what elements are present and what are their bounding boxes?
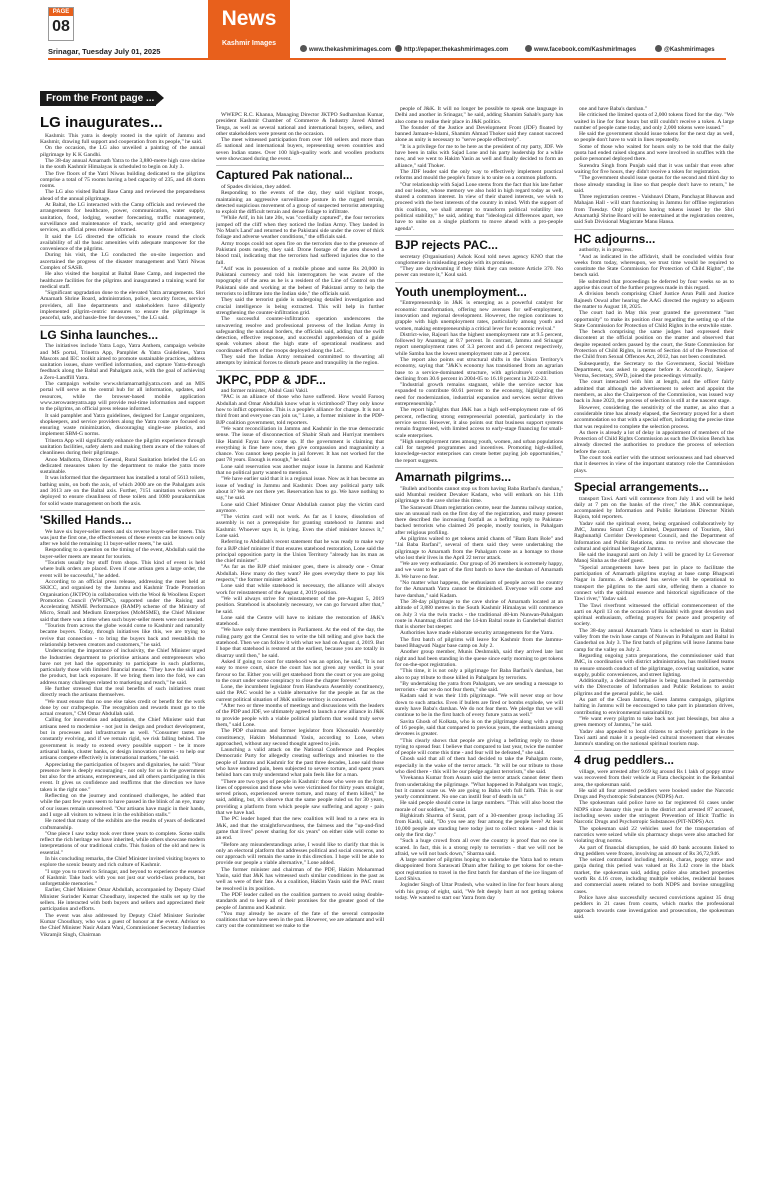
headline-skilled-hands: 'Skilled Hands... [40,512,132,527]
article-paragraph: As there is already a lot of delay in appointment of members of the Protection of Child Rights Commission as such the Division Bench has already directed the authorities to produce the process of selection before the court. [574,429,734,455]
article-paragraph: As pilgrims waited to get tokens amid chants of "Bam Bam Bole" and "Jai Baba Barfani", several of them said they were undertaking the pilgrimage to Amarnath from the Pahalgam route as a homage to those who lost their lives in the April 22 terror attack. [395,536,563,561]
article-paragraph: As part of the Clean Jammu, Green Jammu campaign, pilgrims halting in Jammu will be encouraged to take part in plantation drives, contributing to environmental sustainability. [574,697,734,716]
divider [395,235,563,236]
headline-lg-sinha: LG Sinha launches... [40,327,159,342]
article-paragraph: "Arif was in possession of a mobile phone and some Rs 20,000 in Pakistani currency and told his interrogators he was aware of the topography of the area as he is a resident of the Line of Control on the Pakistani side and working at the behest of Pakistani army to help the terrorists to infiltrate into the Indian side," the officials said. [216,265,384,298]
masthead [0,0,770,70]
header-rule [48,58,726,60]
article-paragraph: "While Arif, in his late 20s, was "cordially captured", the four terrorists jumped off the cliff when they noticed the Indian Army. They landed in 'No Man's Land' and returned to the Pakistani side under the cover of thick foliage and adverse weather conditions," the officials said. [216,215,384,241]
article-paragraph: "We want reconciliation in Jammu and Kashmir in the true democratic sense. The issue of disconnection of Shabir Shah and Hurriyat members like Hamid Fayaz have come up. If the government is claiming that everything is fine here now, then give compassion and magnanimity a chance. You cannot keep people in jail forever. It has not worked for the past 78 years. Enough is enough," he said. [216,425,384,464]
article-paragraph: The PDF leader called on the coalition partners to avoid using double-standards and to keep all of their promises for the greater good of the people of Jammu and Kashmir. [216,891,384,911]
article-paragraph: It was informed that the department has installed a total of 5613 toilets, bathing units, on both the axis, of which 2000 are on the Pahalgam axis and 3613 are on the Baltal axis. Further, 7151 sanitation workers are deployed to ensure cleanliness of these toilets and 1080 pourakarmikas for solid waste management on both the axis. [40,475,205,507]
divider [40,510,205,511]
column-1 [40,112,205,1172]
article-paragraph: District-wise, Rajouri has the highest unemployment rate at 9.5 percent, followed by Anantnag at 8.7 percent. In contrast, Jammu and Srinagar report unemployment rates of 3.3 percent and 4.6 percent respectively, while Samba has the lowest unemployment rate at 2 percent. [395,331,563,357]
section-label: From the Front page ... [40,91,156,106]
divider [40,325,205,326]
article-paragraph: "The government should issue quotas for the second and third day to those already standing in line so that people don't have to return," he said. [574,175,734,194]
article-paragraph: He said the government should issue tokens for the next day as well, so people don't have to wait in lines repeatedly. [574,131,734,144]
article-paragraph: He submitted that proceedings be deferred by four weeks so as to apprise this court of the further progress made in this regard. [574,278,734,292]
brand-name: News [221,7,277,30]
facebook-link[interactable]: www.facebook.com/KashmirImages [525,45,636,53]
article-paragraph: "There are two types of people in Kashmir: those who were on the front lines of oppression and those who were victimised for thirty years straight, served prison, experienced severe torture, and many of them killed," he said, adding, but, it's observe that the same people ruled us for 30 years, providing a platform from which people saw suffering and agony - pain that we have had. [216,778,384,817]
article-paragraph: Savita Ghosh of Kolkata, who is on the pilgrimage along with a group of 16 people, said that compared to previous years, the enthusiasm among devotees is greater. [395,718,563,738]
article-paragraph: "We must ensure that no one else takes credit or benefit for the work done by our craftspeople. The recognition and rewards must go to the actual creators," CM Omar Abdullah said. [40,698,205,718]
article-paragraph: "You may already be aware of the fate of the several composite coalitions that we have seen in the past. However, we are adamant and will carry out the commitment we make to the [216,910,384,930]
article-paragraph: "They are daydreaming if they think they can restore Article 370. No power can restore it," Koul said. [395,266,563,279]
article-paragraph: However, considering the sensitivity of the matter, as also that a considerable time has already elapsed, the Secretary prayed for a short accommodation so that with a special effort, indicating the precise time that was required to complete the selection process. [574,404,734,430]
article-paragraph: "We have only three members in Parliament. At the end of the day, the ruling party got the Central ties to write the bill telling and give back the statehood. Then we can follow it with what we had on August 4, 2019. But I hope that statehood is restored at the earliest, because you are totally in disarray until then," he said. [216,627,384,659]
article-paragraph: "We want every pilgrim to take back not just blessings, but also a green memory of Jammu," he said. [574,715,734,729]
article-paragraph: "Special arrangements have been put in place to facilitate the participation of Amarnath pilgrims staying at base camp Bhagwati Nagar in Jammu. A dedicated bus service will be operational to transport the pilgrims to the aarti site, offering them a chance to connect with the spiritual essence and historical significance of the Tawi river," Yadav said. [574,564,734,603]
article-paragraph: "This time, it is not only a pilgrimage for Baba Barfani's darshan, but also to pay tribute to those killed in Pahalgam by terrorists. [395,668,563,681]
article-paragraph: "I urge you to travel to Srinagar, and beyond to experience the essence of Kashmir. Take back with you not just our world-class products, but unforgettable memories." [40,868,205,888]
headline-special-arrangements: Special arrangements... [574,479,709,494]
article-paragraph: Launching a valid attack on the National Conference and Peoples Democratic Party for allegedly creating sufferings and miseries to the people of Jammu and Kashmir for the past three decades, Lone said those who have endured pain, been subjected to severe torture, and spent years behind bars can truly understand what pain feels like for a man. [216,747,384,779]
article-paragraph: The court interacted with him at length, and the officer fairly admitted that although the advertisement to select and appoint the members, as also the Chairperson of the Commission, was issued way back in June 2023, the process of selection is still at the nascent stage. [574,379,734,405]
article-paragraph: On the occasion, the LG also unveiled a painting of the annual pilgrimage by K K Gandhi. [40,145,205,158]
article-paragraph: The PC leader hoped that the new coalition will lead to a new era in J&K, and that the straightforwardness, the fairness and the "up-and-find game that lives" power sharing for six years" on either side will come to an end. [216,816,384,842]
article-paragraph: He also visited the hospital at Baltal Base Camp, and inspected the healthcare facilities for the pilgrims and inaugurated a training ward for medical staff. [40,271,205,290]
article-paragraph: "It is a privilege for me to be here as the president of my party, JDF. We have been in talks with Sajad Lone and his party leadership for a while now, and we went to Hakim Yasin as well and finally decided to form an alliance," said Thoker. [395,143,563,169]
article-paragraph: "Tourists usually buy stuff from shops. This kind of event is held where bulk orders are placed. Even if one artisan gets a large order, the event will be successful," he added. [40,560,205,579]
article-paragraph: As part of financial disruption, he said 40 bank accounts linked to drug peddlers were frozen, involving an amount of Rs 36,72,946. [574,844,734,857]
article-paragraph: Lone said reservation was another major issue in Jammu and Kashmir that no political party wanted to mention. [216,463,384,477]
article-paragraph: "Bulleh and bombs cannot stop us from having Baba Barfani's darshan," said Mumbai resident Devaker Kadam, who will embark on his 11th pilgrimage to the cave shrine this time. [395,485,563,505]
article-paragraph: Regarding ongoing yatra preparations, the commissioner said that JMC, in coordination with district administration, has mobilised teams to ensure smooth conduct of the pilgrimage, covering sanitation, water supply, public conveniences, and street lighting. [574,652,734,678]
article-paragraph: "PAC is an alliance of those who have suffered. How would Farooq Abdullah and Omar Abdullah know what is victimhood? They only know how to inflict oppression. This is a people's alliance for change. It is not a third front and everyone can join us," Lone, a former minister in the PDP-BJP coalition government, told reporters. [216,394,384,426]
headline-bjp-rejects: BJP rejects PAC... [395,237,498,252]
article-paragraph: The 38-day annual Amarnath Yatra to the 3,880-metre high cave shrine in the south Kashmir Himalayas is scheduled to begin on July 3. [40,157,205,171]
article-paragraph: Additionally, a dedicated helpline is being launched in partnership with the Directorate of Information and Public Relations to assist pilgrims and the general public, he said. [574,678,734,697]
twitter-icon [655,45,662,52]
article-paragraph: Some of those who waited for hours only to be told that the daily quota had ended raised slogans and were involved in scuffles with the police personnel deployed there. [574,143,734,163]
article-paragraph: "One piece I saw today took over three years to complete. Some stalls reflect the rich heritage we have inherited, while others showcase modern interpretations of our traditional crafts. This fusion of the old and new is essential." [40,830,205,856]
epaper-link[interactable]: http://epaper.thekashmirimages.com [395,45,508,53]
article-paragraph: Army troops could not open fire on the terrorists due to the presence of Pakistani posts nearby, they said. Drone footage of the area showed a blood trail, indicating that the terrorists had suffered injuries due to the fall. [216,240,384,266]
article-paragraph: "We will always strive for reinstatement of the pre-August 5, 2019 position. Statehood is absolutely necessary, we can go forward after that," he said. [216,595,384,615]
article-paragraph: "Significant upgradation done to the elevated Yatra arrangements. Shri Amarnath Shrine Board, administration, police, security forces, service providers, all line departments and stakeholders have diligently implemented pilgrim-centric measures to ensure the pilgrimage is peaceful, safe, and hassle-free for devotees," the LG said. [40,290,205,322]
article-paragraph: people of J&K. It will no longer be possible to speak one language in Delhi and another in Srinagar," he said, adding Shamim Sahab's party has also come to realise their place in J&K politics. [395,106,563,125]
article-paragraph: During his visit, the LG conducted the on-site inspection and ascertained the progress of the disaster management and Yatri Niwas Complex of SASB. [40,252,205,271]
article-paragraph: He noted that many of the exhibits are the results of years of dedicated craftsmanship. [40,818,205,831]
article-paragraph: and former minister, Abdul Gani Vakil. [221,388,309,395]
article-paragraph: The meet witnessed participation from over 100 sellers and more than 45 national and international buyers, representing seven countries and seven Indian states. Over 100 high-quality work and woollen products were showcased during the event. [216,137,384,163]
article-paragraph: The report also points out structural shifts in the Union Territory's economy, saying that "J&K's economy has transitioned from an agrarian base to a service-dominated structure, with agriculture's contribution declining from 30.6 percent in 2004-05 to 16.18 percent in 2022-23. [395,356,563,382]
divider [395,282,563,283]
article-paragraph: The spokesman said police have so far registered 61 cases under NDPS since January this year in the district and arrested 87 accused, including seven under the stringent Prevention of Illicit Traffic in Narcotic Drugs and Psychotropic Substances (PIT-NDPS) Act. [574,800,734,826]
globe-icon [300,45,307,52]
divider [395,467,563,468]
article-paragraph: "Industrial growth remains stagnant, while the service sector has expanded to contribute 60.61 percent to the economy, highlighting the need for modernization, industrial expansion and services sector driven entrepreneurship." [395,382,563,408]
article-paragraph: The 38-day annual Amarnath Yatra is scheduled to start in Baltal valley from the twin base camps of Nunwan in Pahalgam and Baltal in Ganderbal on July 3. The first batch of pilgrims will leave Jammu base camp for the valley on July 2. [574,627,734,653]
headline-youth-unemployment: Youth unemployment... [395,284,527,299]
article-paragraph: He said people should come in large numbers. "This will also boost the morale of our soldiers," he said. [395,800,563,813]
article-paragraph: The successful counter-infiltration operation underscores the unwavering resolve and professional prowess of the Indian Army in safeguarding the national borders, the officials said, adding that the swift detection, effective response, and successful apprehension of a guide speak volumes about the high state of operational readiness and coordinated efforts of the troops deployed along the LoC. [216,316,384,354]
article-paragraph: The bench comprising the same judges had expressed their discontent at the official position on the matter and observed that despite repeated orders passed by the court, the State Commission for Protection of Child Rights, in terms of Section 44 of the Protection of the Child from Sexual Offences Act, 2012, has not been constituted. [574,329,734,361]
article-paragraph: Yadav said the spiritual event, being organised collaboratively by JMC, Jammu Smart City Limited, Department of Tourism, Shri Raghunathji Corridor Development Council, and the Department of Information and Public Relations, aims to revive and showcase the cultural and spiritual heritage of Jammu. [574,520,734,552]
divider [574,750,734,751]
article-paragraph: It said pamphlet and Yatra guidelines, designed for Langar organizers, shopkeepers, and service providers along the Yatra route are focused on ensuring waste minimization, discouraging single-use plastics, and implement SBM-G norms. [40,412,205,438]
article-paragraph: Lone said Chief Minister Omar Abdullah cannot play the victim card anymore. [216,501,384,514]
article-paragraph: Lone, the incumbent legislator from Handwara Assembly constituency, said the PAC would be a viable alternative for the people as far as the current political situation of J&K unlike territory is concerned. [216,684,384,703]
article-paragraph: "The victim card will not work. As far as I know, dissolution of assembly is not a prerequisite for granting statehood to Jammu and Kashmir. Whoever says it, is lying. Even the chief minister knows it," Lone said. [216,514,384,539]
article-paragraph: Ghosh said that all of them had decided to take the Pahalgam route, especially in the wake of the terror attack. "It will be our tribute to those who died there - this will be our pledge against terrorism," she said. [395,756,563,775]
brand-sub: Kashmir Images [221,40,277,47]
article-paragraph: WWEPC R.C. Khanna, Managing Director JKTPO Sudharshan Kumar, president Kashmir Chamber of Commerce & Industry Javed Ahmed Tenga, as well as several national and international buyers, sellers, and other stakeholders were present on the occasion. [216,112,384,137]
article-paragraph: The event was also addressed by Deputy Chief Minister Surinder Kumar Choudhary, who was a guest of honour at the event. Advisor to the Chief Minister Nasir Aslam Wani, Commissioner Secretary Industries Vikramjit Singh, Chairman [40,912,205,938]
article-paragraph: one and have Baba's darshan." [579,106,648,112]
social-links [300,45,725,55]
headline-captured-pak: Captured Pak national... [216,168,353,183]
divider [574,229,734,230]
article-paragraph: Surendra Singh from Punjab said that it was unfair that even after waiting for five hours, they didn't receive a token for registration. [574,162,734,175]
article-paragraph: The LG also visited Baltal Base Camp and reviewed the preparedness ahead of the annual pilgrimage. [40,189,205,202]
article-paragraph: "Tourists from across the globe would come to Kashmir and naturally became buyers. Today, through initiatives like this, we are trying to revive that connection - to bring the buyers back and reestablish the relationship between creators and customers," he said. [40,623,205,648]
article-paragraph: The first batch of pilgrims will leave for Kashmir from the Jammu-based Bhagwati Nagar base camp on July 2. [395,636,563,650]
article-paragraph: The PDP chairman and former legislator from Khonsakh Assembly constituency, Hakim Mohammad Yasin, according to Lone, when approached, without any second thought agreed to join. [216,728,384,747]
article-paragraph: We have six buyer-seller meets and six reverse buyer-seller meets. This was just the first one, the effectiveness of these events can be known only after we hold the remaining 11 buyer-seller meets," he said. [40,528,205,548]
article-paragraph: transport Tawi. Aarti will commence from July 1 and will be held daily at 7 pm on the banks of the river," the J&K communique, accompanied by Information and Public Relations Director Nitish Rajora, told reporters. [574,495,734,521]
article-paragraph: Kashmir. This yatra is deeply rooted in the spirit of Jammu and Kashmir, drawing full support and cooperation from its people," he said. [40,132,205,146]
divider [216,370,384,371]
article-paragraph: He further stressed that the real benefits of such initiatives must directly reach the artisans themselves. [40,685,205,699]
article-paragraph: The seized contraband including heroin, charas, poppy straw and ganja during this period was valued at Rs 3.42 crore in the black market, the spokesman said, adding police also attached properties worth Rs 4.16 crore, including multiple vehicles, residential houses and commercial assets related to both NDPS and bovine smuggling cases. [574,857,734,895]
article-paragraph: secretary (Organisation) Ashok Koul told news agency KNO that the conglomerate is misleading people with its promises. [395,253,563,266]
article-paragraph: Authorities have made elaborate security arrangements for the Yatra. [400,630,554,637]
article-paragraph: "Our relationship with Sajad Lone stems from the fact that his late father and our leader, whose memory we also hold in high regard today as well, shared a common interest. In view of their shared interests, we wish to proceed with the best interests of the country in mind. With the support of this coalition, we shall attempt to transform political volatility into political stability," he said, adding that "ideological differences apart, we have to unite on a single platform to move ahead with a pro-people agenda". [395,181,563,232]
headline-amarnath-pilgrims: Amarnath pilgrims... [395,470,512,485]
brand-logo [208,0,290,58]
article-paragraph: The court took earlier with the utmost seriousness and had observed that it deserves in view of the important statutory role the Commission plays. [574,455,734,474]
article-paragraph: A division bench comprising Chief Justice Arun Palli and Justice Rajnesh Oswal after hearing the AAG directed the registry to adjourn the matter to August 18, 2025. [574,291,734,310]
article-paragraph: According to an official press release, addressing the meet held at SKICC, and organised by the Jammu and Kashmir Trade Promotion Organisation (JKTPO) in collaboration with the Wool & Woollens Export Promotion Council (WWEPC), supported under the Raising and Accelerating MSME Performance (RAMP) scheme of the Ministry of Micro, Small and Medium Enterprises (MoMSME), the Chief Minister said that there was a time when such buyer-seller meets were not needed. [40,578,205,623]
headline-jkpc-pdp: JKPC, PDP & JDF... [216,372,326,387]
headline-hc-adjourns: HC adjourns... [574,231,656,246]
article-paragraph: At Baltal, the LG interacted with the Camp officials and reviewed the arrangements for healthcare, power, communication, water supply, sanitation, food, lodging, weather forecasting, traffic management, surveillance and maintenance of track, security grid and emergency services, an official press release informed. [40,202,205,234]
article-paragraph: A large number of pilgrims hoping to undertake the Yatra had to return disappointed from Saraswati Dham after failing to get tokens for on-the-spot registration to travel in the first batch for darshan of the ice lingam of Lord Shiva. [395,857,563,883]
article-paragraph: The five floors of the Yatri Niwas building dedicated to the pilgrims comprise a total of 75 rooms having a bed capacity of 235, and 48 dorm rooms. [40,170,205,190]
article-paragraph: "We are very enthusiastic. Our group of 26 members is extremely happy, and we want to be part of the first batch to have the darshan of Amarnath Ji. We have no fear. [395,561,563,580]
article-paragraph: He criticised the limited quota of 2,000 tokens fixed for the day. "We waited in line for four hours but still couldn't receive a token. A large number of people came today, and only 2,000 tokens were issued." [574,112,734,131]
article-paragraph: Underscoring the importance of inclusivity, the Chief Minister urged the Industries department to prioritise artisans and entrepreneurs who have not yet had the opportunity to participate in such platforms, particularly those with limited financial means. "They have the skill and the product, but lack exposure. If we bring them into the fold, we can address many challenges related to marketing and reach," he said. [40,648,205,686]
article-paragraph: The former minister and chairman of the PDF, Hakim Mohammad Yasin, said that J&K has witnessed such similar conditions in the past as well as were of their fate. As a coalition, Hakim Yasin said the PAC must be resolved in its position. [216,866,384,892]
article-paragraph: He said the inaugural aarti on July 1 will be graced by Lt Governor Manoj Sinha as the chief guest. [574,552,734,565]
article-paragraph: Responding to a question on the timing of the event, Abdullah said the buyer-seller meets are meant for tourists. [40,547,205,560]
article-paragraph: Yadav also appealed to local citizens to actively participate in the Tawi aarti and make it a people-led cultural movement that elevates Jammu's standing on the national spiritual tourism map. [574,728,734,748]
article-paragraph: "As far as the BJP chief minister goes, there is already one - Omar Abdullah. How many do they want? He goes everyday there to pay his respects," the former minister added. [216,564,384,584]
article-paragraph: Lone said that while statehood is necessary, the alliance will always work for reinstatement of the August 4, 2019 position. [216,583,384,596]
divider [574,477,734,478]
facebook-icon [525,45,532,52]
article-paragraph: The Saraswati Dham registration centre, near the Jammu railway station, saw an unusual rush on the first day of the registration, and many present there described the increasing footfall as a befitting reply to Pakistan-backed terrorists who claimed 26 people, mostly tourists, in Pahalgam after religious profiling. [395,504,563,536]
article-paragraph: Responding to the events of the day, they said vigilant troops, maintaining an aggressive surveillance posture in the rugged terrain, detected suspicious movement of a group of suspected terrorist attempting to exploit the difficult terrain and dense foliage to infiltrate. [216,190,384,216]
page-number-box [48,7,74,41]
article-paragraph: The JDF leader said the only way to effectively implement practical reforms and mould the people's future is to unite on a common platform. [395,168,563,182]
article-paragraph: Kadam said it was their 11th pilgrimage. "We will never stop or bow down to such attacks. Even if bullets are fired or bombs explode, we will surely have Baba's darshan. We do not fear them. We pledge that we will continue to be in the first batch of every future yatra as well." [395,693,563,719]
article-paragraph: Asked if going to court for statehood was an option, he said, "It is not easy to move court, since the court has not given any verdict in your favour so far. Either you will get statehood from the court or you are going to the court under some conspiracy to close the chapter forever." [216,658,384,684]
article-paragraph: Earlier, Chief Minister Omar Abdullah, accompanied by Deputy Chief Minister Surinder Kumar Choudhary, inspected the stalls set up by the sellers. He interacted with both buyers and sellers and appreciated their participation and efforts. [40,887,205,913]
page-label: PAGE [49,8,73,16]
article-paragraph: "We have earlier said that it is a regional issue. Now as it has become an issue of 'ending' in Jammu and Kashmir. Does any political party talk about it? We are not there yet. Reservation has to go. We have nothing to say," he said. [216,476,384,502]
article-paragraph: Subsequently, the Secretary to the Government, Social Welfare Department, was asked to appear before it. Accordingly, Sanjeev Verma, Secretary, SWD, joined the proceedings virtually. [574,360,734,380]
dateline: Srinagar, Tuesday July 01, 2025 [48,47,161,56]
column-4 [574,106,734,1172]
article-paragraph: The spokesman said 22 vehicles used for the transportation of narcotics were seized while six pharmacy shops were also attached for violating drug norms. [574,825,734,845]
article-paragraph: The Tawi riverfront witnessed the official commencement of the aarti on April 13 on the occasion of Baisakhi with great devotion and spiritual enthusiasm, offering prayers for peace and prosperity of society. [574,602,734,628]
article-paragraph: "No matter what happens, the enthusiasm of people across the country for the Amarnath Yatra cannot be diminished. Everyone will come and have darshan," said Kadam. [395,580,563,599]
column-3 [395,106,563,1172]
article-paragraph: "And as indicated in the affidavit, shall be concluded within four weeks from today, whereupon, we trust time would be required to constitute the State Commission for Protection of Child Rights", the bench said. [574,253,734,279]
article-paragraph: Anoo Malhotra, Director General, Rural Sanitation briefed the LG on dedicated measures taken by the department to make the yatra more sustainable. [40,456,205,476]
article-paragraph: Referring to Abdullah's recent statement that he was ready to make way for a BJP chief minister if that ensures statehood restoration, Lone said the principal opposition party in the Union Territory "already has its man as the chief minister". [216,539,384,565]
article-paragraph: Bighkirath Sharma of Surat, part of a 30-member group including 35 from Kashi, said, "Do you see any fear among the people here? At least 10,000 people are standing here today just to collect tokens - and this is only the first day." [395,813,563,838]
article-paragraph: Another group member, Munis Deshmukh, said they arrived late last night and had been standing in the queue since early morning to get tokens for on-the-spot registration. [395,649,563,668]
article-paragraph: Calling for innovation and adaptation, the Chief Minister said that artisans need to modernise - not just in design and product development, but in processes and infrastructure as well. "Consumer tastes are constantly evolving, and if we remain rigid, we risk falling behind. The government is ready to extend every possible support - be it more artisanal banks, cluster banks, or design innovation centres - to help our artisans compete effectively in international markets," he said. [40,717,205,762]
headline-drug-peddlers: 4 drug peddlers... [574,753,675,768]
article-paragraph: Three registration centres - Vaishnavi Dham, Panchayat Bhawan and Mahajan Hall - will start functioning in Jammu for offline registration from Tuesday. Only pilgrims having tokens issued by the Shri Amarnathji Shrine Board will be entertained at the registration centres, said Sub Divisional Magistrate Manu Hansa. [574,194,734,226]
article-paragraph: The founder of the Justice and Development Front (JDF) floated by banned Jamaat-e-Islami, Shamim Ahmad Thoker said they cannot succeed alone as unity is necessary to "serve people effectively". [395,124,563,144]
article-paragraph: village, were arrested after 9.69 kg around Rs 1 lakh of poppy straw was recovered from their vehicle at Flata checkpoint in the Rehambal area, the spokesman said. [574,768,734,788]
article-paragraph: "Such a huge crowd from all over the country is proof that no one is scared. In fact, this is a strong reply to terrorists - that we will not be afraid, we will not back down," Sharma said. [395,838,563,857]
article-paragraph: He said all four arrested peddlers were booked under the Narcotic Drugs and Psychotropic Substances (NDPS) Act. [574,787,734,801]
article-paragraph: Police have also successfully secured convictions against 35 drug peddlers in 21 cases from courts, which marks the professional approach towards case investigation and prosecution, the spokesman said. [574,894,734,920]
article-paragraph: "After two or three months of meetings and discussions with the leaders of the PDP and JDF, we ultimately agreed to launch a new alliance in J&K to provide people with a viable political platform that would truly serve them," said Lone. [216,703,384,728]
article-paragraph: Lone said the Centre will have to initiate the restoration of J&K's statehood. [216,614,384,628]
article-paragraph: Reflecting on the journey and continued challenges, he added that while the past few years seem to have passed in the blink of an eye, many of our issues remain unresolved. "Our artisans have magic in their hands, and I urge all visitors to witness it in the exhibition stalls." [40,793,205,818]
article-paragraph: The report highlights that J&K has a high self-employment rate of 66 percent, reflecting strong entrepreneurial potential, particularly in the service sector. However, it also points out that business support systems remain fragmented, with limited access to early-stage financing for small-scale enterprises. [395,407,563,439]
article-paragraph: "This clearly shows that people are giving a befitting reply to those trying to spread fear. I believe that compared to last year, twice the number of people will come this time - and fear will be defeated," she said. [395,737,563,757]
article-paragraph: The campaign website www.shriamarnathjiyatra.com and an MIS portal will serve as the central hub for all information, updates, and resources, while the browser-based mobile application www.zerowasteyatra.app will provide real-time information and support to the pilgrims, an official press release informed. [40,381,205,413]
website-link[interactable]: www.thekashmirimages.com [300,45,391,53]
twitter-link[interactable]: @Kashmirimages [655,45,715,53]
article-paragraph: of Spades division, they added. [221,183,291,190]
article-paragraph: "Entrepreneurship in J&K is emerging as a powerful catalyst for economic transformation, offering new avenues for self-employment, innovation and regional development. However, the region continues to grapple with high unemployment rates, particularly among youth and women, making entrepreneurship a critical lever for economic revival." [395,300,563,332]
article-paragraph: Appreciating the participation of buyers and dignitaries, he said: "Your presence here is deeply encouraging - not only for us in the government but also for the artisans, entrepreneurs, and all others participating in this event. It gives us confidence and reaffirms that the direction we have taken is the right one." [40,761,205,793]
article-paragraph: The court had in May this year granted the government "last opportunity" to make its position clear regarding the setting up of the State Commission for Protection of Child Rights in the erstwhile state. [574,310,734,329]
article-paragraph: They said the Indian Army remained committed to thwarting all attempts by inimical forces to disturb peace and tranquility in the region. [216,353,384,367]
article-paragraph: authority, is in progress. [579,247,633,254]
column-2 [216,112,384,1172]
article-paragraph: Vivekanna Kumar from Assam said the terror attack cannot deter them from undertaking the pilgrimage. "What happened in Pahalgam was tragic, but it cannot scare us. We are going to Baba with full faith. This is our yearly commitment. No one can instill fear of death in us." [395,775,563,801]
article-paragraph: The 38-day pilgrimage to the cave shrine of Amarnath located at an altitude of 3,880 metres in the South Kashmir Himalayas will commence on July 3 via the twin tracks - the traditional 48-km Nunwan-Pahalgam route in Anantnag district and the 14-km Baltal route in Ganderbal district that is shorter but steeper. [395,598,563,631]
article-paragraph: They said the terrorist guide is undergoing detailed investigation and crucial intelligence is being extracted. This will help in further strengthening the counter-infiltration grid. [216,297,384,316]
article-paragraph: Joginder Singh of Uttar Pradesh, who waited in line for four hours along with his group of eight, said, "We felt deeply hurt at not getting tokens today. We wanted to start our Yatra from day [395,882,563,901]
article-paragraph: It said the LG directed the officials to ensure round the clock availability of all the basic amenities with adequate manpower for the convenience of the pilgrims. [40,233,205,253]
article-paragraph: Trinetra App will significantly enhance the pilgrim experience through sanitation facilities, safety alerts and making them aware of the values of cleanliness during their pilgrimage. [40,437,205,457]
page-number: 08 [52,18,70,35]
article-paragraph: In his concluding remarks, the Chief Minister invited visiting buyers to explore the scenic beauty and rich culture of Kashmir. [40,856,205,869]
headline-lg-inaugurates: LG inaugurates... [40,114,163,131]
divider [216,165,384,166]
article-paragraph: The initiatives include Yatra Logo, Yatra Anthem, campaign website and MS portal, Trinetra App, Pamphlet & Yatra Guidelines, Yatra Mascots and IEC toolkit aimed to promote sustainable practices, address sanitation issues, share verified information, and capture Yatra-through feedback along the Baltal and Pahalgam axis, with the goal of achieving a Zero-Landfill Yatra. [40,343,205,381]
article-paragraph: "By undertaking the yatra from Pahalgam, we are sending a message to terrorists - that we do not fear them," she said. [395,680,563,694]
article-paragraph: "High unemployment rates among youth, women, and urban populations call for targeted programmes and incentives. Promoting high-skilled, knowledge-sector enterprises can create better paying job opportunities," the report suggests. [395,438,563,464]
article-paragraph: "Before any misunderstandings arise, I would like to clarify that this is only an electoral platform that addresses political and social concerns, and our approach will remain the same in this direction. I hope will be able to provide our people a viable alternative," Lone added. [216,841,384,867]
globe-icon [395,45,402,52]
